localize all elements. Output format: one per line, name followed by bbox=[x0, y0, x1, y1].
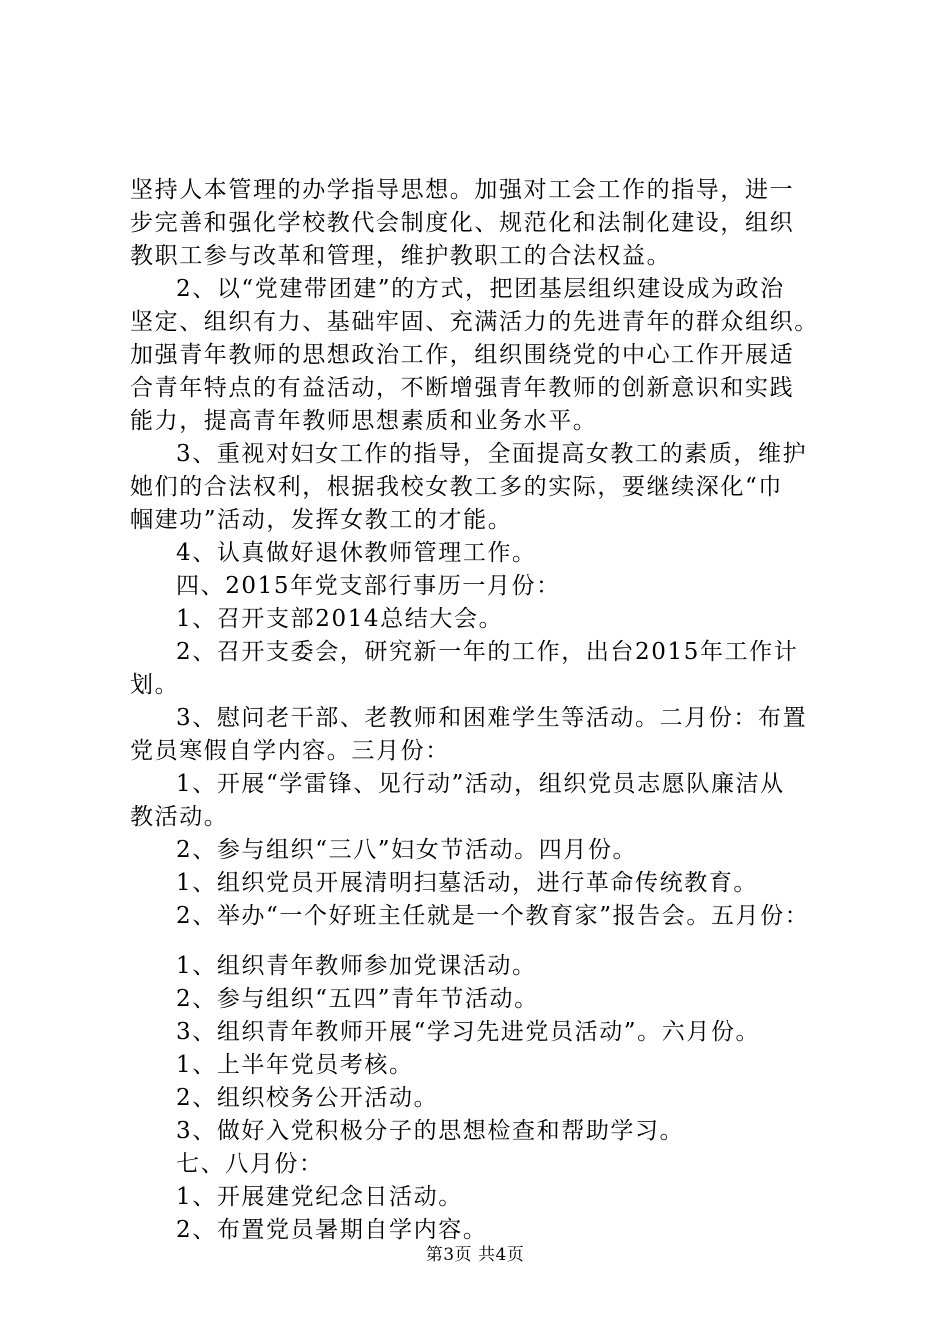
text-line: 1、开展“学雷锋、见行动”活动，组织党员志愿队廉洁从 bbox=[176, 771, 785, 797]
text-line: 4、认真做好退休教师管理工作。 bbox=[176, 540, 537, 566]
text-line: 她们的合法权利，根据我校女教工多的实际，要继续深化“巾 bbox=[130, 474, 783, 500]
text-line: 坚持人本管理的办学指导思想。加强对工会工作的指导，进一 bbox=[130, 177, 795, 203]
text-line: 步完善和强化学校教代会制度化、规范化和法制化建设，组织 bbox=[130, 210, 795, 236]
text-line: 合青年特点的有益活动，不断增强青年教师的创新意识和实践 bbox=[130, 375, 795, 401]
text-line: 2、组织校务公开活动。 bbox=[176, 1085, 439, 1111]
text-line: 能力，提高青年教师思想素质和业务水平。 bbox=[130, 408, 598, 434]
text-line: 四、2015年党支部行事历一月份： bbox=[176, 573, 561, 599]
text-line: 2、举办“一个好班主任就是一个教育家”报告会。五月份： bbox=[176, 903, 810, 929]
text-line: 2、以“党建带团建”的方式，把团基层组织建设成为政治 bbox=[176, 276, 785, 302]
text-line: 划。 bbox=[130, 672, 180, 698]
text-line: 坚定、组织有力、基础牢固、充满活力的先进青年的群众组织。 bbox=[130, 309, 819, 335]
text-line: 2、参与组织“三八”妇女节活动。四月份。 bbox=[176, 837, 638, 863]
text-line: 2、参与组织“五四”青年节活动。 bbox=[176, 986, 539, 1012]
text-line: 1、组织青年教师参加党课活动。 bbox=[176, 953, 537, 979]
text-line: 党员寒假自学内容。三月份： bbox=[130, 738, 450, 764]
text-line: 教职工参与改革和管理，维护教职工的合法权益。 bbox=[130, 243, 672, 269]
text-line: 2、召开支委会，研究新一年的工作，出台2015年工作计 bbox=[176, 639, 799, 665]
page-number-footer: 第3页 共4页 bbox=[425, 1245, 525, 1265]
text-line: 3、重视对妇女工作的指导，全面提高女教工的素质，维护 bbox=[176, 441, 808, 467]
text-line: 1、组织党员开展清明扫墓活动，进行革命传统教育。 bbox=[176, 870, 759, 896]
text-line: 3、组织青年教师开展“学习先进党员活动”。六月份。 bbox=[176, 1019, 761, 1045]
text-line: 七、八月份： bbox=[176, 1151, 324, 1177]
text-line: 2、布置党员暑期自学内容。 bbox=[176, 1217, 488, 1243]
text-line: 帼建功”活动，发挥女教工的才能。 bbox=[130, 507, 513, 533]
text-line: 教活动。 bbox=[130, 804, 229, 830]
text-line: 1、开展建党纪念日活动。 bbox=[176, 1184, 463, 1210]
text-line: 3、做好入党积极分子的思想检查和帮助学习。 bbox=[176, 1118, 685, 1144]
text-line: 加强青年教师的思想政治工作，组织围绕党的中心工作开展适 bbox=[130, 342, 795, 368]
text-line: 1、上半年党员考核。 bbox=[176, 1052, 414, 1078]
text-line: 1、召开支部2014总结大会。 bbox=[176, 606, 504, 632]
text-line: 3、慰问老干部、老教师和困难学生等活动。二月份：布置 bbox=[176, 705, 808, 731]
